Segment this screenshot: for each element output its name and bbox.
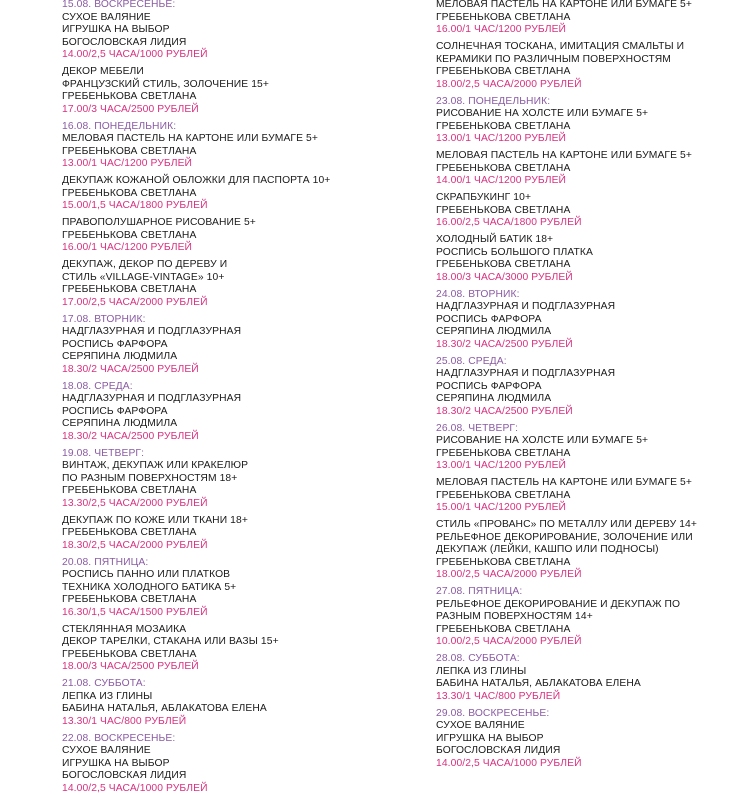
event-title-line: ДЕКУПАЖ КОЖАНОЙ ОБЛОЖКИ ДЛЯ ПАСПОРТА 10+ — [62, 175, 402, 188]
event-item — [436, 41, 726, 91]
instructor-name: ГРЕБЕНЬКОВА СВЕТЛАНА — [436, 448, 726, 461]
event-time-price: 14.00/2,5 ЧАСА/1000 РУБЛЕЙ — [436, 758, 726, 771]
event-title-line: ЛЕПКА ИЗ ГЛИНЫ — [436, 666, 726, 679]
day-heading: 19.08. ЧЕТВЕРГ: — [62, 448, 402, 461]
event-item — [436, 477, 726, 515]
event-title-line: СКРАПБУКИНГ 10+ — [436, 192, 726, 205]
event-item — [436, 435, 726, 473]
event-time-price: 14.00/2,5 ЧАСА/1000 РУБЛЕЙ — [62, 783, 402, 795]
event-item — [62, 460, 402, 510]
event-item — [436, 234, 726, 284]
event-title-line: НАДГЛАЗУРНАЯ И ПОДГЛАЗУРНАЯ — [436, 368, 726, 381]
day-block — [62, 678, 402, 728]
day-heading: 29.08. ВОСКРЕСЕНЬЕ: — [436, 708, 726, 721]
instructor-name: ГРЕБЕНЬКОВА СВЕТЛАНА — [62, 284, 402, 297]
event-title-line: СТЕКЛЯННАЯ МОЗАИКА — [62, 624, 402, 637]
instructor-name: ГРЕБЕНЬКОВА СВЕТЛАНА — [436, 259, 726, 272]
event-title-line: РАЗНЫМ ПОВЕРХНОСТЯМ 14+ — [436, 611, 726, 624]
day-block — [62, 733, 402, 795]
event-time-price: 18.00/2,5 ЧАСА/2000 РУБЛЕЙ — [436, 79, 726, 92]
instructor-name: СЕРЯПИНА ЛЮДМИЛА — [62, 351, 402, 364]
event-time-price: 13.30/1 ЧАС/800 РУБЛЕЙ — [436, 691, 726, 704]
day-block — [62, 557, 402, 674]
event-item — [62, 569, 402, 619]
instructor-name: СЕРЯПИНА ЛЮДМИЛА — [62, 418, 402, 431]
event-time-price: 10.00/2,5 ЧАСА/2000 РУБЛЕЙ — [436, 636, 726, 649]
event-item — [436, 666, 726, 704]
event-time-price: 17.00/3 ЧАСА/2500 РУБЛЕЙ — [62, 104, 402, 117]
event-item — [62, 515, 402, 553]
instructor-name: ГРЕБЕНЬКОВА СВЕТЛАНА — [62, 188, 402, 201]
event-item — [62, 393, 402, 443]
event-time-price: 14.00/2,5 ЧАСА/1000 РУБЛЕЙ — [62, 49, 402, 62]
event-title-line: ТЕХНИКА ХОЛОДНОГО БАТИКА 5+ — [62, 582, 402, 595]
event-title-line: СОЛНЕЧНАЯ ТОСКАНА, ИМИТАЦИЯ СМАЛЬТЫ И — [436, 41, 726, 54]
event-title-line: ИГРУШКА НА ВЫБОР — [436, 733, 726, 746]
day-heading: 23.08. ПОНЕДЕЛЬНИК: — [436, 96, 726, 109]
event-title-line: ХОЛОДНЫЙ БАТИК 18+ — [436, 234, 726, 247]
day-block — [436, 423, 726, 582]
day-block — [62, 0, 402, 116]
event-title-line: РИСОВАНИЕ НА ХОЛСТЕ ИЛИ БУМАГЕ 5+ — [436, 435, 726, 448]
instructor-name: ГРЕБЕНЬКОВА СВЕТЛАНА — [436, 121, 726, 134]
event-item — [436, 519, 726, 582]
event-item — [62, 133, 402, 171]
event-title-line: СУХОЕ ВАЛЯНИЕ — [62, 745, 402, 758]
instructor-name: ГРЕБЕНЬКОВА СВЕТЛАНА — [62, 146, 402, 159]
day-block — [436, 653, 726, 703]
day-block — [62, 121, 402, 310]
day-heading: 24.08. ВТОРНИК: — [436, 289, 726, 302]
event-time-price: 13.00/1 ЧАС/1200 РУБЛЕЙ — [436, 133, 726, 146]
day-block — [436, 708, 726, 771]
event-time-price: 13.00/1 ЧАС/1200 РУБЛЕЙ — [62, 158, 402, 171]
day-block — [436, 586, 726, 649]
event-time-price: 13.30/2,5 ЧАСА/2000 РУБЛЕЙ — [62, 498, 402, 511]
event-item — [62, 691, 402, 729]
instructor-name: ГРЕБЕНЬКОВА СВЕТЛАНА — [62, 485, 402, 498]
instructor-name: ГРЕБЕНЬКОВА СВЕТЛАНА — [62, 594, 402, 607]
event-title-line: РЕЛЬЕФНОЕ ДЕКОРИРОВАНИЕ, ЗОЛОЧЕНИЕ ИЛИ — [436, 532, 726, 545]
event-time-price: 18.30/2 ЧАСА/2500 РУБЛЕЙ — [436, 339, 726, 352]
event-title-line: КЕРАМИКИ ПО РАЗЛИЧНЫМ ПОВЕРХНОСТЯМ — [436, 54, 726, 67]
event-time-price: 16.00/1 ЧАС/1200 РУБЛЕЙ — [436, 24, 726, 37]
event-time-price: 15.00/1,5 ЧАСА/1800 РУБЛЕЙ — [62, 200, 402, 213]
day-heading: 16.08. ПОНЕДЕЛЬНИК: — [62, 121, 402, 134]
event-title-line: МЕЛОВАЯ ПАСТЕЛЬ НА КАРТОНЕ ИЛИ БУМАГЕ 5+ — [436, 0, 726, 12]
event-title-line: ДЕКУПАЖ ПО КОЖЕ ИЛИ ТКАНИ 18+ — [62, 515, 402, 528]
day-block — [436, 96, 726, 285]
event-title-line: НАДГЛАЗУРНАЯ И ПОДГЛАЗУРНАЯ — [436, 301, 726, 314]
event-item — [436, 368, 726, 418]
event-title-line: ДЕКОР ТАРЕЛКИ, СТАКАНА ИЛИ ВАЗЫ 15+ — [62, 636, 402, 649]
event-time-price: 18.00/3 ЧАСА/3000 РУБЛЕЙ — [436, 272, 726, 285]
instructor-name: ГРЕБЕНЬКОВА СВЕТЛАНА — [436, 12, 726, 25]
instructor-name: БОГОСЛОВСКАЯ ЛИДИЯ — [62, 770, 402, 783]
day-heading: 27.08. ПЯТНИЦА: — [436, 586, 726, 599]
event-time-price: 16.30/1,5 ЧАСА/1500 РУБЛЕЙ — [62, 607, 402, 620]
event-item — [62, 624, 402, 674]
event-item — [436, 0, 726, 37]
event-item — [436, 192, 726, 230]
schedule-column-left — [62, 0, 402, 795]
event-item — [62, 175, 402, 213]
event-item — [436, 301, 726, 351]
event-title-line: РОСПИСЬ ФАРФОРА — [62, 339, 402, 352]
day-block — [62, 381, 402, 444]
instructor-name: БАБИНА НАТАЛЬЯ, АБЛАКАТОВА ЕЛЕНА — [436, 678, 726, 691]
event-time-price: 16.00/2,5 ЧАСА/1800 РУБЛЕЙ — [436, 217, 726, 230]
event-time-price: 18.00/3 ЧАСА/2500 РУБЛЕЙ — [62, 661, 402, 674]
event-title-line: ФРАНЦУЗСКИЙ СТИЛЬ, ЗОЛОЧЕНИЕ 15+ — [62, 79, 402, 92]
event-time-price: 13.00/1 ЧАС/1200 РУБЛЕЙ — [436, 460, 726, 473]
instructor-name: ГРЕБЕНЬКОВА СВЕТЛАНА — [62, 649, 402, 662]
instructor-name: ГРЕБЕНЬКОВА СВЕТЛАНА — [62, 91, 402, 104]
event-title-line: СТИЛЬ «VILLAGE-VINTAGE» 10+ — [62, 272, 402, 285]
instructor-name: СЕРЯПИНА ЛЮДМИЛА — [436, 393, 726, 406]
event-title-line: СТИЛЬ «ПРОВАНС» ПО МЕТАЛЛУ ИЛИ ДЕРЕВУ 14+ — [436, 519, 726, 532]
instructor-name: ГРЕБЕНЬКОВА СВЕТЛАНА — [62, 527, 402, 540]
day-heading: 20.08. ПЯТНИЦА: — [62, 557, 402, 570]
schedule-column-right — [436, 0, 726, 770]
event-item — [436, 108, 726, 146]
event-item — [62, 217, 402, 255]
event-title-line: ВИНТАЖ, ДЕКУПАЖ ИЛИ КРАКЕЛЮР — [62, 460, 402, 473]
instructor-name: ГРЕБЕНЬКОВА СВЕТЛАНА — [436, 66, 726, 79]
event-title-line: ДЕКОР МЕБЕЛИ — [62, 66, 402, 79]
event-time-price: 13.30/1 ЧАС/800 РУБЛЕЙ — [62, 716, 402, 729]
event-time-price: 18.30/2 ЧАСА/2500 РУБЛЕЙ — [436, 406, 726, 419]
event-time-price: 18.30/2 ЧАСА/2500 РУБЛЕЙ — [62, 364, 402, 377]
day-block — [62, 314, 402, 377]
event-time-price: 18.30/2 ЧАСА/2500 РУБЛЕЙ — [62, 431, 402, 444]
event-item — [436, 720, 726, 770]
event-title-line: ПРАВОПОЛУШАРНОЕ РИСОВАНИЕ 5+ — [62, 217, 402, 230]
event-item — [62, 12, 402, 62]
instructor-name: БАБИНА НАТАЛЬЯ, АБЛАКАТОВА ЕЛЕНА — [62, 703, 402, 716]
event-title-line: РЕЛЬЕФНОЕ ДЕКОРИРОВАНИЕ И ДЕКУПАЖ ПО — [436, 599, 726, 612]
day-heading: 15.08. ВОСКРЕСЕНЬЕ: — [62, 0, 402, 12]
event-title-line: РОСПИСЬ ФАРФОРА — [62, 406, 402, 419]
event-title-line: МЕЛОВАЯ ПАСТЕЛЬ НА КАРТОНЕ ИЛИ БУМАГЕ 5+ — [436, 150, 726, 163]
event-time-price: 17.00/2,5 ЧАСА/2000 РУБЛЕЙ — [62, 297, 402, 310]
event-title-line: МЕЛОВАЯ ПАСТЕЛЬ НА КАРТОНЕ ИЛИ БУМАГЕ 5+ — [62, 133, 402, 146]
event-item — [436, 599, 726, 649]
day-heading: 17.08. ВТОРНИК: — [62, 314, 402, 327]
instructor-name: ГРЕБЕНЬКОВА СВЕТЛАНА — [436, 624, 726, 637]
event-title-line: РОСПИСЬ ПАННО ИЛИ ПЛАТКОВ — [62, 569, 402, 582]
event-title-line: НАДГЛАЗУРНАЯ И ПОДГЛАЗУРНАЯ — [62, 393, 402, 406]
event-title-line: РОСПИСЬ ФАРФОРА — [436, 314, 726, 327]
event-item — [62, 259, 402, 309]
event-time-price: 15.00/1 ЧАС/1200 РУБЛЕЙ — [436, 502, 726, 515]
day-block — [436, 0, 726, 91]
day-heading: 21.08. СУББОТА: — [62, 678, 402, 691]
event-title-line: МЕЛОВАЯ ПАСТЕЛЬ НА КАРТОНЕ ИЛИ БУМАГЕ 5+ — [436, 477, 726, 490]
event-title-line: СУХОЕ ВАЛЯНИЕ — [436, 720, 726, 733]
event-title-line: СУХОЕ ВАЛЯНИЕ — [62, 12, 402, 25]
day-heading: 18.08. СРЕДА: — [62, 381, 402, 394]
event-item — [436, 150, 726, 188]
instructor-name: ГРЕБЕНЬКОВА СВЕТЛАНА — [436, 557, 726, 570]
event-time-price: 14.00/1 ЧАС/1200 РУБЛЕЙ — [436, 175, 726, 188]
event-title-line: НАДГЛАЗУРНАЯ И ПОДГЛАЗУРНАЯ — [62, 326, 402, 339]
instructor-name: ГРЕБЕНЬКОВА СВЕТЛАНА — [436, 490, 726, 503]
event-title-line: ЛЕПКА ИЗ ГЛИНЫ — [62, 691, 402, 704]
event-title-line: РИСОВАНИЕ НА ХОЛСТЕ ИЛИ БУМАГЕ 5+ — [436, 108, 726, 121]
event-item — [62, 326, 402, 376]
event-title-line: РОСПИСЬ БОЛЬШОГО ПЛАТКА — [436, 247, 726, 260]
event-title-line: ИГРУШКА НА ВЫБОР — [62, 24, 402, 37]
event-time-price: 18.00/2,5 ЧАСА/2000 РУБЛЕЙ — [436, 569, 726, 582]
day-block — [62, 448, 402, 553]
event-time-price: 18.30/2,5 ЧАСА/2000 РУБЛЕЙ — [62, 540, 402, 553]
event-item — [62, 66, 402, 116]
event-title-line: ДЕКУПАЖ, ДЕКОР ПО ДЕРЕВУ И — [62, 259, 402, 272]
day-heading: 25.08. СРЕДА: — [436, 356, 726, 369]
instructor-name: ГРЕБЕНЬКОВА СВЕТЛАНА — [436, 205, 726, 218]
instructor-name: БОГОСЛОВСКАЯ ЛИДИЯ — [436, 745, 726, 758]
instructor-name: БОГОСЛОВСКАЯ ЛИДИЯ — [62, 37, 402, 50]
event-title-line: ПО РАЗНЫМ ПОВЕРХНОСТЯМ 18+ — [62, 473, 402, 486]
event-title-line: РОСПИСЬ ФАРФОРА — [436, 381, 726, 394]
event-time-price: 16.00/1 ЧАС/1200 РУБЛЕЙ — [62, 242, 402, 255]
day-block — [436, 356, 726, 419]
day-heading: 26.08. ЧЕТВЕРГ: — [436, 423, 726, 436]
instructor-name: ГРЕБЕНЬКОВА СВЕТЛАНА — [62, 230, 402, 243]
event-title-line: ДЕКУПАЖ (ЛЕЙКИ, КАШПО ИЛИ ПОДНОСЫ) — [436, 544, 726, 557]
day-heading: 22.08. ВОСКРЕСЕНЬЕ: — [62, 733, 402, 746]
event-title-line: ИГРУШКА НА ВЫБОР — [62, 758, 402, 771]
instructor-name: ГРЕБЕНЬКОВА СВЕТЛАНА — [436, 163, 726, 176]
day-heading: 28.08. СУББОТА: — [436, 653, 726, 666]
day-block — [436, 289, 726, 352]
instructor-name: СЕРЯПИНА ЛЮДМИЛА — [436, 326, 726, 339]
